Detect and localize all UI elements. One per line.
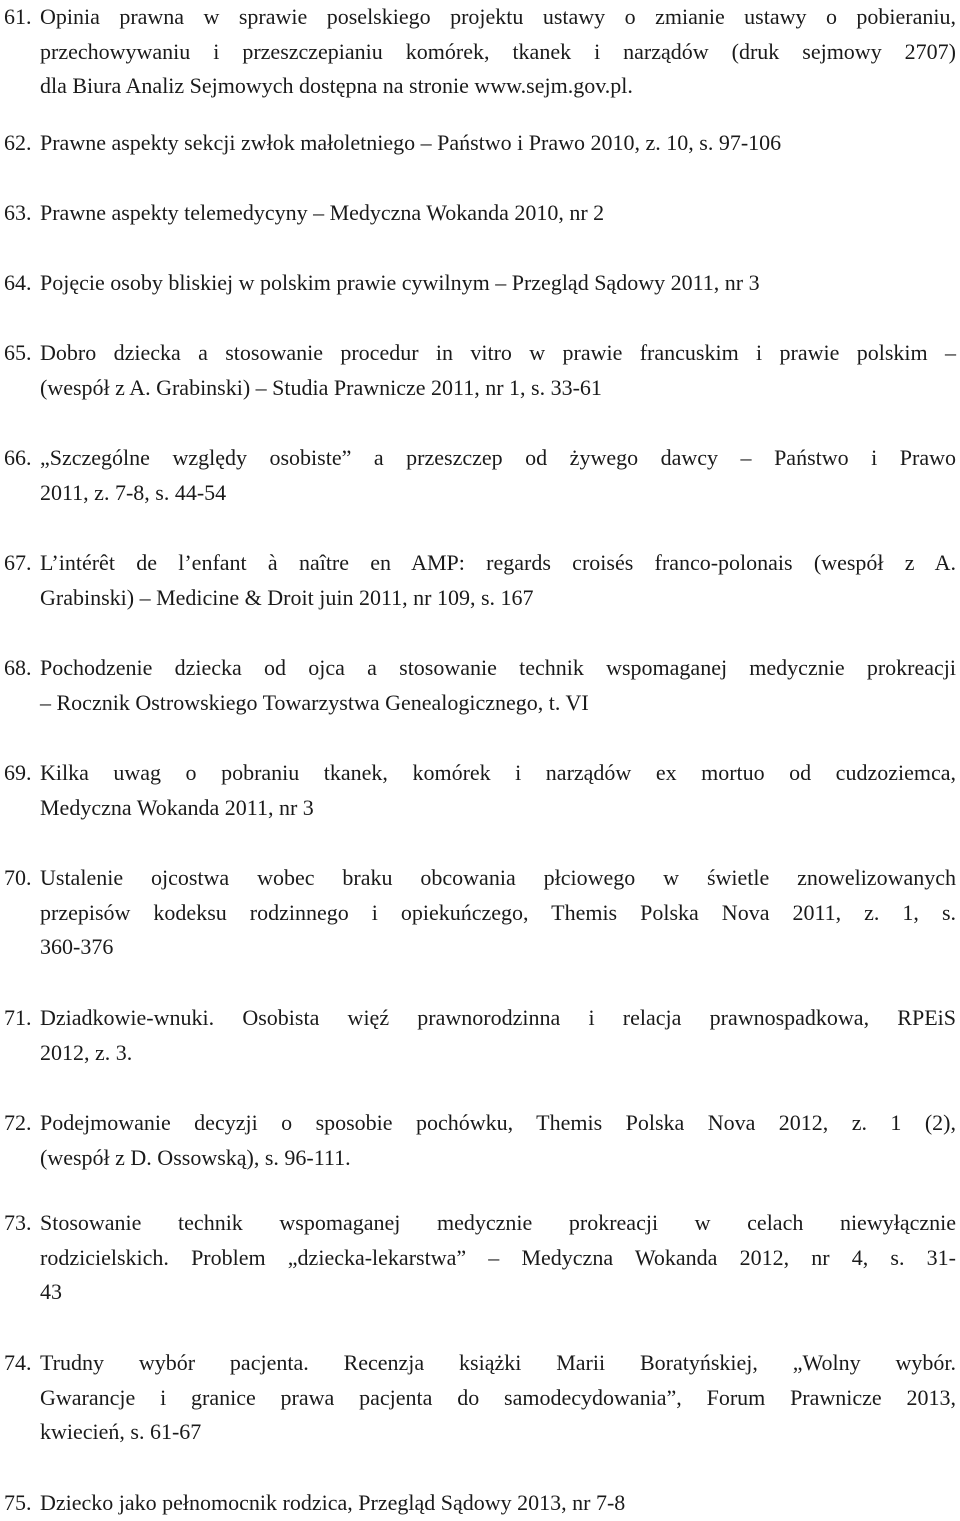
entry-line: przechowywaniu i przeszczepianiu komórek, tkanek i narządów (druk sejmowy 2707) (40, 38, 956, 64)
bibliography-entry (0, 0, 956, 104)
entry-number: 66. (4, 445, 32, 470)
entry-line: Medyczna Wokanda 2011, nr 3 (40, 794, 314, 820)
bibliography-entry (0, 441, 956, 510)
entry-number: 62. (4, 130, 32, 155)
bibliography-entry (0, 546, 956, 615)
entry-number: 74. (4, 1350, 32, 1375)
entry-number: 70. (4, 865, 32, 890)
entry-number: 68. (4, 655, 32, 680)
entry-number: 75. (4, 1490, 32, 1515)
entry-line: rodzicielskich. Problem „dziecka-lekarstwa” – Medyczna Wokanda 2012, nr 4, s. 31- (40, 1244, 956, 1270)
entry-text (40, 1001, 956, 1070)
entry-line: Opinia prawna w sprawie poselskiego projektu ustawy o zmianie ustawy o pobieraniu, (40, 4, 956, 29)
entry-line: Pochodzenie dziecka od ojca a stosowanie technik wspomaganej medycznie prokreacji (40, 655, 956, 680)
bibliography-entry (0, 126, 956, 161)
entry-line: Dziecko jako pełnomocnik rodzica, Przegląd Sądowy 2013, nr 7-8 (40, 1490, 626, 1515)
entry-line: Grabinski) – Medicine & Droit juin 2011, nr 109, s. 167 (40, 584, 534, 610)
entry-line: – Rocznik Ostrowskiego Towarzystwa Genealogicznego, t. VI (40, 689, 589, 715)
entry-line: Prawne aspekty telemedycyny – Medyczna Wokanda 2010, nr 2 (40, 200, 605, 225)
bibliography-entry (0, 196, 956, 231)
entry-line: Prawne aspekty sekcji zwłok małoletniego – Państwo i Prawo 2010, z. 10, s. 97-106 (40, 130, 782, 155)
bibliography-entry (0, 1346, 956, 1450)
entry-text (40, 266, 956, 301)
entry-text (40, 1106, 956, 1175)
entry-line: „Szczególne względy osobiste” a przeszczep od żywego dawcy – Państwo i Prawo (40, 445, 956, 470)
entry-line: dla Biura Analiz Sejmowych dostępna na stronie www.sejm.gov.pl. (40, 73, 633, 98)
entry-line: L’intérêt de l’enfant à naître en AMP: regards croisés franco-polonais (wespół z A. (40, 550, 956, 575)
entry-line: 2012, z. 3. (40, 1039, 133, 1065)
entry-line: (wespół z A. Grabinski) – Studia Prawnicze 2011, nr 1, s. 33-61 (40, 374, 602, 400)
bibliography-entry (0, 1106, 956, 1175)
entry-line: Pojęcie osoby bliskiej w polskim prawie cywilnym – Przegląd Sądowy 2011, nr 3 (40, 270, 760, 295)
entry-line: Podejmowanie decyzji o sposobie pochówku, Themis Polska Nova 2012, z. 1 (2), (40, 1110, 956, 1135)
entry-number: 64. (4, 270, 32, 295)
bibliography-entry (0, 1001, 956, 1070)
entry-number: 69. (4, 760, 32, 785)
entry-text (40, 336, 956, 405)
entry-text (40, 1486, 956, 1521)
bibliography-entry (0, 1486, 956, 1521)
entry-line: (wespół z D. Ossowską), s. 96-111. (40, 1144, 351, 1170)
entry-number: 61. (4, 4, 32, 29)
entry-text (40, 441, 956, 510)
entry-line: Ustalenie ojcostwa wobec braku obcowania płciowego w świetle znowelizowanych (40, 865, 956, 890)
entry-line: Gwarancje i granice prawa pacjenta do samodecydowania”, Forum Prawnicze 2013, (40, 1384, 956, 1410)
bibliography-entry (0, 1206, 956, 1310)
entry-line: przepisów kodeksu rodzinnego i opiekuńczego, Themis Polska Nova 2011, z. 1, s. (40, 899, 956, 925)
entry-text (40, 196, 956, 231)
entry-text (40, 0, 956, 104)
entry-number: 73. (4, 1210, 32, 1235)
entry-line: kwiecień, s. 61-67 (40, 1419, 202, 1444)
entry-text (40, 651, 956, 720)
entry-number: 65. (4, 340, 32, 365)
entry-line: 2011, z. 7-8, s. 44-54 (40, 479, 227, 505)
bibliography-entry (0, 266, 956, 301)
entry-line: 43 (40, 1279, 62, 1304)
bibliography-entry (0, 861, 956, 965)
entry-line: Trudny wybór pacjenta. Recenzja książki Marii Boratyńskiej, „Wolny wybór. (40, 1350, 956, 1375)
entry-text (40, 861, 956, 965)
entry-line: Dziadkowie-wnuki. Osobista więź prawnorodzinna i relacja prawnospadkowa, RPEiS (40, 1005, 956, 1030)
entry-text (40, 1346, 956, 1450)
entry-text (40, 756, 956, 825)
entry-line: 360-376 (40, 934, 114, 959)
entry-text (40, 126, 956, 161)
entry-line: Stosowanie technik wspomaganej medycznie prokreacji w celach niewyłącznie (40, 1210, 956, 1235)
entry-number: 72. (4, 1110, 32, 1135)
entry-line: Dobro dziecka a stosowanie procedur in vitro w prawie francuskim i prawie polskim – (40, 340, 956, 365)
entry-line: Kilka uwag o pobraniu tkanek, komórek i narządów ex mortuo od cudzoziemca, (40, 760, 956, 785)
entry-number: 67. (4, 550, 32, 575)
entry-text (40, 546, 956, 615)
bibliography-entry (0, 336, 956, 405)
entry-number: 63. (4, 200, 32, 225)
bibliography-entry (0, 651, 956, 720)
entry-number: 71. (4, 1005, 32, 1030)
entry-text (40, 1206, 956, 1310)
bibliography-entry (0, 756, 956, 825)
